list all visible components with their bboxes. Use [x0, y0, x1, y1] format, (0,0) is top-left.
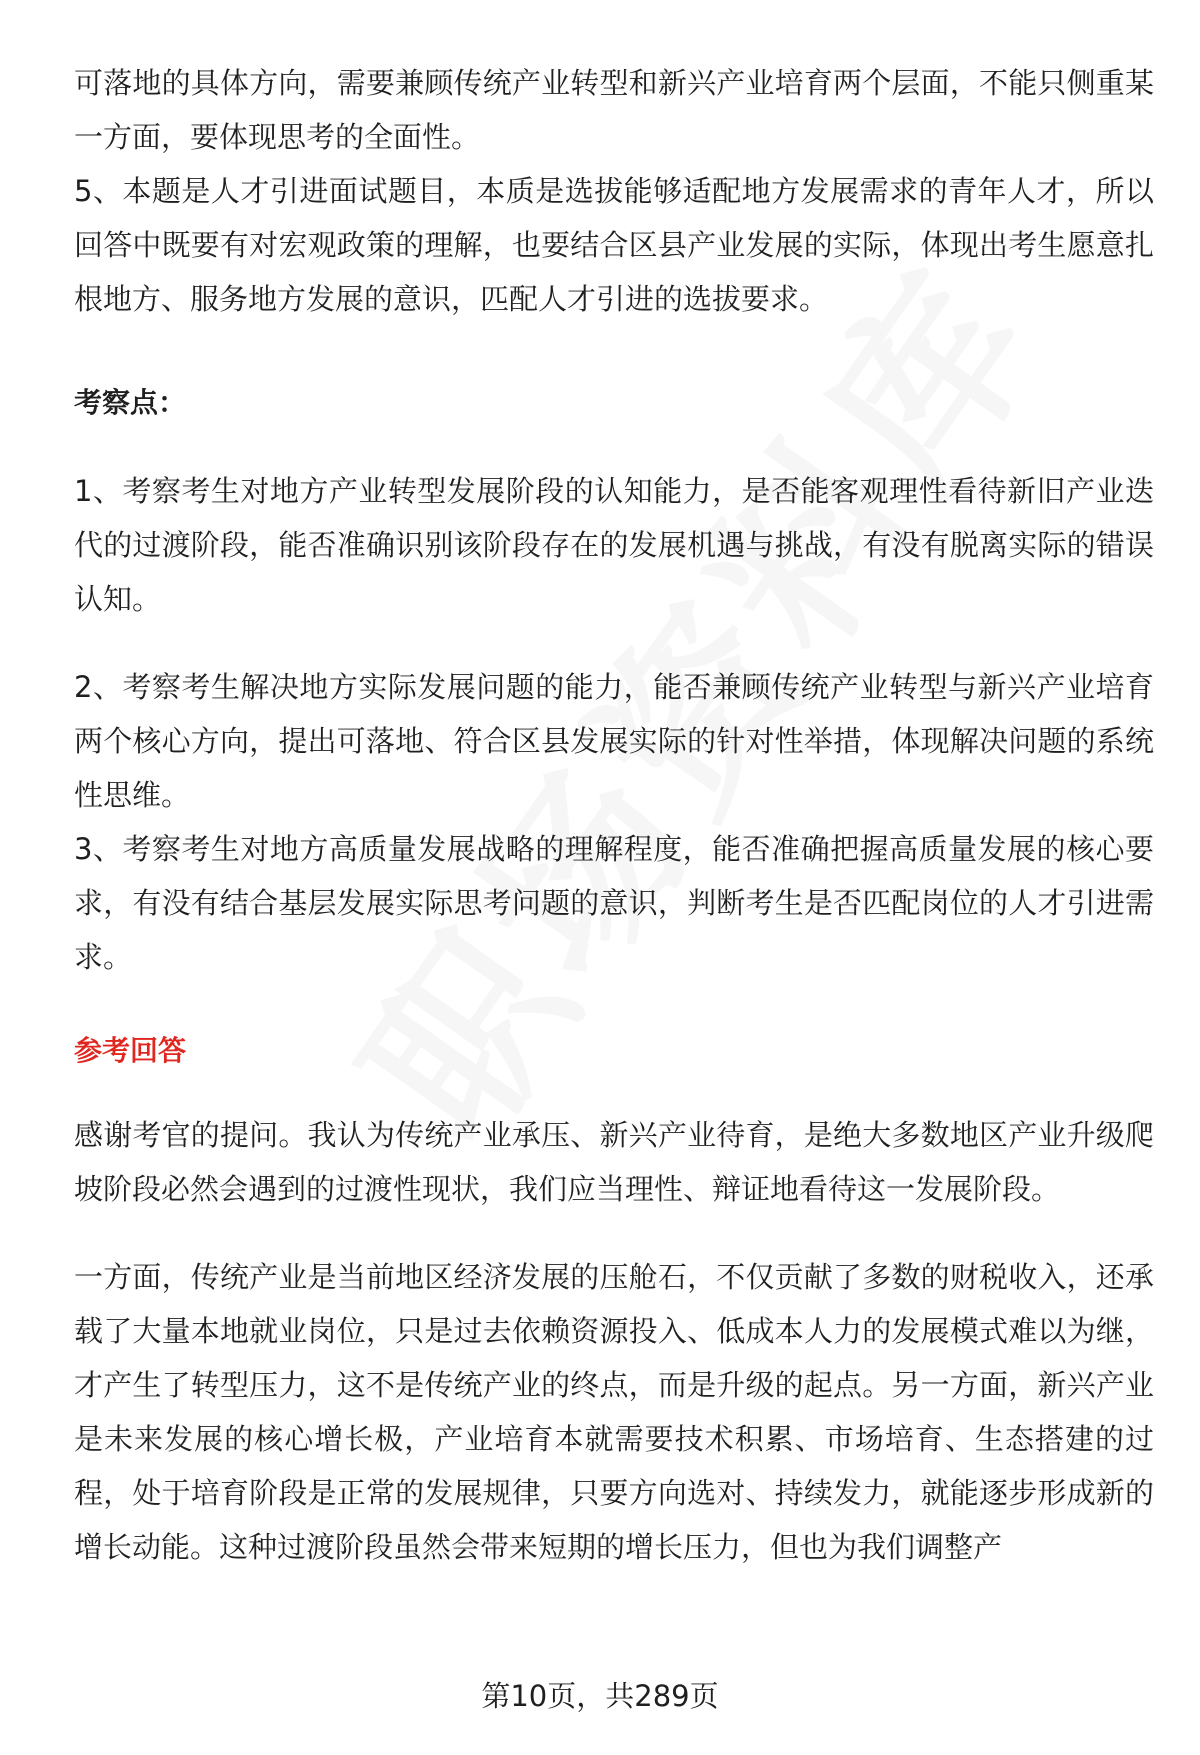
paragraph-point-5: 5、本题是人才引进面试题目，本质是选拔能够适配地方发展需求的青年人才，所以回答中既要有对宏观政策的理解，也要结合区县产业发展的实际，体现出考生愿意扎根地方、服务地方发展的意识，匹配人才引进的选拔要求。	[74, 174, 1154, 316]
section-title-kaochadian: 考察点：	[74, 386, 187, 419]
answer-paragraph-1: 感谢考官的提问。我认为传统产业承压、新兴产业待育，是绝大多数地区产业升级爬坡阶段必然会遇到的过渡性现状，我们应当理性、辩证地看待这一发展阶段。	[74, 1118, 1154, 1206]
page-number: 第10页，共289页	[481, 1679, 719, 1713]
section-title-answer: 参考回答	[74, 1034, 187, 1067]
kaochadian-item-1: 1、考察考生对地方产业转型发展阶段的认知能力，是否能客观理性看待新旧产业迭代的过渡阶段，能否准确识别该阶段存在的发展机遇与挑战，有没有脱离实际的错误认知。	[74, 474, 1154, 616]
document-body	[74, 56, 1154, 1574]
answer-paragraph-2: 一方面，传统产业是当前地区经济发展的压舱石，不仅贡献了多数的财税收入，还承载了大量本地就业岗位，只是过去依赖资源投入、低成本人力的发展模式难以为继，才产生了转型压力，这不是传统产业的终点，而是升级的起点。另一方面，新兴产业是未来发展的核心增长极，产业培育本就需要技术积累、市场培育、生态搭建的过程，处于培育阶段是正常的发展规律，只要方向选对、持续发力，就能逐步形成新的增长动能。这种过渡阶段虽然会带来短期的增长压力，但也为我们调整产	[74, 1260, 1154, 1564]
paragraph-continued: 可落地的具体方向，需要兼顾传统产业转型和新兴产业培育两个层面，不能只侧重某一方面，要体现思考的全面性。	[74, 66, 1154, 154]
kaochadian-item-3: 3、考察考生对地方高质量发展战略的理解程度，能否准确把握高质量发展的核心要求，有没有结合基层发展实际思考问题的意识，判断考生是否匹配岗位的人才引进需求。	[74, 832, 1154, 974]
kaochadian-item-2: 2、考察考生解决地方实际发展问题的能力，能否兼顾传统产业转型与新兴产业培育两个核心方向，提出可落地、符合区县发展实际的针对性举措，体现解决问题的系统性思维。	[74, 670, 1154, 812]
